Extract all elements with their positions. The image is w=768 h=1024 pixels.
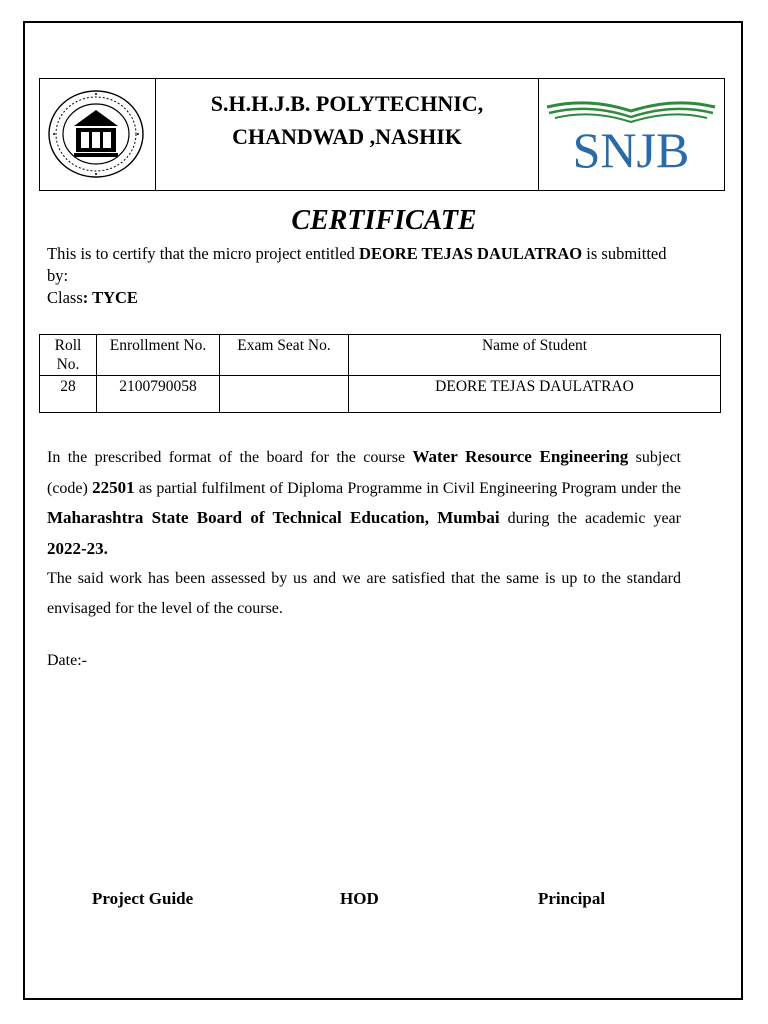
body-text-4: during the academic year xyxy=(499,510,681,527)
academic-year: 2022-23. xyxy=(47,538,108,558)
signature-project-guide: Project Guide xyxy=(92,889,194,908)
intro-suffix: is submitted by: xyxy=(47,244,667,285)
student-table-header xyxy=(40,335,721,376)
msbte-seal-cell xyxy=(40,79,156,190)
body-text-2: subject (code) xyxy=(47,449,682,497)
course-name: Water Resource Engineering xyxy=(412,447,629,466)
assessment-statement: The said work has been assessed by us and we are satisfied that the same is up to the standard envisaged for the level of the course. xyxy=(47,570,681,617)
snjb-logo-text: SNJB xyxy=(572,122,690,173)
snjb-logo-cell xyxy=(538,79,724,190)
signature-principal: Principal xyxy=(538,889,606,908)
intro-prefix: This is to certify that the micro project entitled xyxy=(47,244,360,263)
snjb-logo xyxy=(543,97,719,173)
signature-hod: HOD xyxy=(340,889,379,908)
cell-exam-seat-no xyxy=(220,376,349,413)
intro-project-title: DEORE TEJAS DAULATRAO xyxy=(359,244,583,263)
class-label: Class xyxy=(47,288,83,307)
body-text-1: In the prescribed format of the board for the course xyxy=(47,449,413,466)
header-student-name: Name of Student xyxy=(349,335,721,376)
cell-student-name: DEORE TEJAS DAULATRAO xyxy=(349,376,721,413)
certificate-body xyxy=(47,442,681,623)
body-text-3: as partial fulfilment of Diploma Programme in Civil Engineering Program under the xyxy=(134,479,682,497)
college-name-line2: CHANDWAD ,NASHIK xyxy=(232,124,462,149)
msbte-seal-logo xyxy=(46,88,146,180)
student-table xyxy=(39,334,721,413)
date-label: Date:- xyxy=(47,652,87,669)
cell-enrollment-no: 2100790058 xyxy=(97,376,220,413)
header-exam-seat-no: Exam Seat No. xyxy=(220,335,349,376)
header-roll-no: Roll No. xyxy=(40,335,97,376)
table-row xyxy=(40,376,721,413)
header-enrollment-no: Enrollment No. xyxy=(97,335,220,376)
college-name-line1: S.H.H.J.B. POLYTECHNIC, xyxy=(210,91,484,116)
board-name: Maharashtra State Board of Technical Education, Mumbai xyxy=(47,508,500,527)
header-box xyxy=(39,78,725,191)
college-name xyxy=(155,87,539,153)
course-code: 22501 xyxy=(92,477,135,497)
class-line xyxy=(47,288,138,308)
class-value: : TYCE xyxy=(82,288,138,307)
cell-roll-no: 28 xyxy=(40,376,97,413)
certificate-intro xyxy=(47,243,687,287)
certificate-title: CERTIFICATE xyxy=(291,205,477,236)
